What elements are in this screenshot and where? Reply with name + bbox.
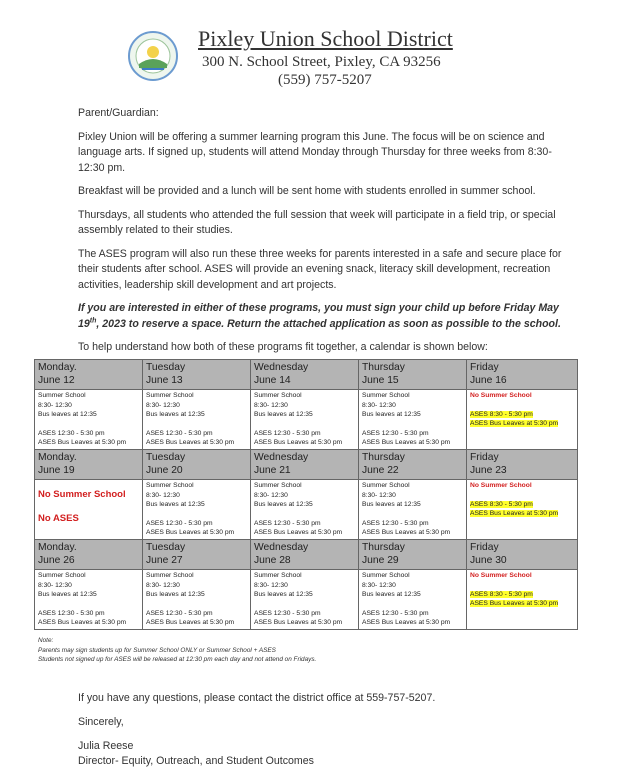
calendar-day-header-row: [35, 449, 578, 479]
cell-spacer: [254, 420, 355, 429]
ases-hours: ASES 12:30 - 5:30 pm: [362, 609, 429, 617]
calendar-detail-row: [35, 479, 578, 539]
summer-school-label: Summer School: [254, 571, 302, 579]
district-logo: [127, 30, 179, 82]
calendar-day-header: [35, 539, 143, 569]
summer-school-label: Summer School: [146, 481, 194, 489]
calendar-day-header: [143, 539, 251, 569]
ases-hours: ASES 12:30 - 5:30 pm: [146, 519, 213, 527]
ases-bus-time: ASES Bus Leaves at 5:30 pm: [362, 439, 451, 447]
ases-hours-highlight: ASES 8:30 - 5:30 pm: [470, 590, 533, 598]
day-name: Tuesday: [146, 451, 186, 463]
ases-bus-time: ASES Bus Leaves at 5:30 pm: [38, 619, 127, 627]
summer-school-label: Summer School: [38, 392, 86, 399]
greeting: Parent/Guardian:: [78, 107, 159, 119]
signup-text-b: , 2023 to reserve a space. Return the attached application as soon as possible to the school.: [96, 317, 561, 330]
calendar-detail-row: [35, 390, 578, 450]
no-summer-school-label: No Summer School: [470, 392, 532, 399]
calendar-day-cell: [467, 390, 578, 450]
bus-leaves-time: Bus leaves at 12:35: [38, 591, 97, 599]
ases-bus-line: [470, 599, 574, 609]
calendar-day-header: [143, 360, 251, 390]
calendar-day-header: [359, 360, 467, 390]
summer-school-hours: 8:30- 12:30: [362, 401, 396, 409]
bus-leaves-time: Bus leaves at 12:35: [362, 501, 421, 509]
day-date: June 20: [146, 464, 183, 476]
calendar-day-header-row: [35, 360, 578, 390]
calendar-day-cell: [143, 390, 251, 450]
bus-leaves-time: Bus leaves at 12:35: [146, 501, 205, 509]
ases-bus-time: ASES Bus Leaves at 5:30 pm: [254, 529, 343, 537]
day-date: June 13: [146, 375, 183, 386]
ases-bus-time: ASES Bus Leaves at 5:30 pm: [254, 439, 343, 447]
day-date: June 19: [38, 464, 75, 476]
paragraph-thursdays: Thursdays, all students who attended the full session that week will participate in a field trip, or special assembly related to their studies.: [78, 208, 556, 236]
calendar-day-header: [35, 449, 143, 479]
day-name: Friday: [470, 362, 499, 373]
calendar-day-cell: [359, 390, 467, 450]
ases-hours: ASES 12:30 - 5:30 pm: [146, 429, 213, 437]
day-date: June 22: [362, 464, 399, 476]
bus-leaves-time: Bus leaves at 12:35: [254, 591, 313, 599]
day-date: June 16: [470, 375, 507, 386]
paragraph-calendar-intro: To help understand how both of these programs fit together, a calendar is shown below:: [78, 341, 488, 353]
district-phone: (559) 757-5207: [278, 72, 372, 88]
cell-spacer: [38, 420, 139, 429]
signup-text-a: If you are interested in either of these programs, you must sign your child up before Friday May 19: [78, 302, 559, 330]
calendar-day-cell: [35, 390, 143, 450]
summer-school-hours: 8:30- 12:30: [362, 581, 396, 589]
calendar-day-header: [251, 539, 359, 569]
summer-school-label: Summer School: [38, 571, 86, 579]
day-date: June 26: [38, 554, 75, 566]
cell-spacer: [362, 510, 463, 519]
calendar-day-header: [143, 449, 251, 479]
summer-school-label: Summer School: [254, 392, 302, 399]
day-date: June 21: [254, 464, 291, 476]
calendar-day-cell: [359, 569, 467, 629]
calendar-day-header: [359, 449, 467, 479]
day-name: Monday.: [38, 451, 77, 463]
day-name: Monday.: [38, 541, 77, 553]
ases-bus-highlight: ASES Bus Leaves at 5:30 pm: [470, 600, 559, 608]
note-line-2: Students not signed up for ASES will be released at 12:30 pm each day and not attend on Fridays.: [38, 656, 317, 664]
paragraph-signup: [78, 301, 568, 332]
bus-leaves-time: Bus leaves at 12:35: [362, 411, 421, 419]
day-date: June 28: [254, 554, 291, 566]
ases-hours: ASES 12:30 - 5:30 pm: [254, 429, 321, 437]
day-date: June 29: [362, 554, 399, 566]
day-name: Thursday: [362, 362, 405, 373]
summer-school-label: Summer School: [146, 571, 194, 579]
bus-leaves-time: Bus leaves at 12:35: [254, 411, 313, 419]
ases-hours-line: [470, 410, 574, 420]
calendar-day-header: [35, 360, 143, 390]
district-title: Pixley Union School District: [198, 26, 453, 51]
bus-leaves-time: Bus leaves at 12:35: [362, 591, 421, 599]
summer-school-label: Summer School: [254, 481, 302, 489]
ases-bus-time: ASES Bus Leaves at 5:30 pm: [146, 529, 235, 537]
ases-hours: ASES 12:30 - 5:30 pm: [362, 519, 429, 527]
summer-school-label: Summer School: [362, 392, 410, 399]
day-name: Monday.: [38, 362, 77, 373]
bus-leaves-time: Bus leaves at 12:35: [254, 501, 313, 509]
day-name: Thursday: [362, 451, 405, 463]
cell-spacer: [362, 600, 463, 609]
no-summer-school-label: No Summer School: [470, 571, 532, 579]
summer-school-hours: 8:30- 12:30: [254, 581, 288, 589]
cell-spacer: [254, 600, 355, 609]
closing: Sincerely,: [78, 716, 124, 728]
summer-school-label: Summer School: [362, 571, 410, 579]
ases-bus-line: [470, 419, 574, 429]
summer-school-label: Summer School: [362, 481, 410, 489]
notes-title: Note:: [38, 637, 54, 644]
contact-line: If you have any questions, please contact the district office at 559-757-5207.: [78, 692, 436, 704]
no-summer-school-label: No Summer School: [470, 481, 532, 489]
calendar-day-header: [467, 360, 578, 390]
ases-bus-time: ASES Bus Leaves at 5:30 pm: [38, 439, 127, 447]
calendar-day-cell: [359, 479, 467, 539]
summer-school-hours: 8:30- 12:30: [362, 491, 396, 499]
calendar-detail-row: [35, 569, 578, 629]
day-name: Wednesday: [254, 451, 309, 463]
summer-school-hours: 8:30- 12:30: [254, 491, 288, 499]
ases-bus-highlight: ASES Bus Leaves at 5:30 pm: [470, 420, 559, 428]
ases-bus-time: ASES Bus Leaves at 5:30 pm: [254, 619, 343, 627]
day-name: Friday: [470, 451, 499, 463]
ases-hours-highlight: ASES 8:30 - 5:30 pm: [470, 410, 533, 418]
note-line-1: Parents may sign students up for Summer School ONLY or Summer School + ASES: [38, 646, 276, 654]
ases-bus-line: [470, 509, 574, 519]
day-date: June 15: [362, 375, 399, 386]
letterhead: [190, 26, 453, 89]
summer-school-hours: 8:30- 12:30: [254, 401, 288, 409]
summer-school-hours: 8:30- 12:30: [38, 401, 72, 409]
day-name: Tuesday: [146, 541, 186, 553]
day-date: June 14: [254, 375, 291, 386]
calendar-notes: [38, 636, 316, 665]
calendar-day-cell: [35, 569, 143, 629]
no-ases-label: No ASES: [38, 512, 79, 524]
no-summer-school-label: No Summer School: [38, 488, 126, 500]
cell-spacer: [362, 420, 463, 429]
cell-spacer: [470, 401, 574, 410]
summer-school-hours: 8:30- 12:30: [146, 581, 180, 589]
calendar-day-cell: [467, 569, 578, 629]
summer-school-hours: 8:30- 12:30: [146, 491, 180, 499]
cell-spacer: [254, 510, 355, 519]
calendar-day-header: [467, 539, 578, 569]
signup-sup: th: [89, 316, 97, 324]
summer-school-hours: 8:30- 12:30: [38, 581, 72, 589]
calendar-day-cell: [251, 390, 359, 450]
day-name: Friday: [470, 541, 499, 553]
ases-hours: ASES 12:30 - 5:30 pm: [38, 609, 105, 617]
ases-bus-highlight: ASES Bus Leaves at 5:30 pm: [470, 510, 559, 518]
signer-role: Director- Equity, Outreach, and Student Outcomes: [78, 755, 314, 767]
calendar-day-cell: [35, 479, 143, 539]
day-date: June 30: [470, 554, 507, 566]
day-name: Wednesday: [254, 541, 309, 553]
letter-footer: [78, 691, 435, 769]
cell-spacer: [470, 491, 574, 500]
day-date: June 12: [38, 375, 75, 386]
ases-bus-time: ASES Bus Leaves at 5:30 pm: [362, 619, 451, 627]
cell-spacer: [146, 420, 247, 429]
bus-leaves-time: Bus leaves at 12:35: [146, 591, 205, 599]
calendar-day-header: [467, 449, 578, 479]
summer-school-label: Summer School: [146, 392, 194, 399]
cell-spacer: [38, 600, 139, 609]
calendar-day-cell: [467, 479, 578, 539]
calendar-day-header: [251, 449, 359, 479]
ases-hours: ASES 12:30 - 5:30 pm: [38, 429, 105, 437]
day-date: June 23: [470, 464, 507, 476]
letter-body: [78, 106, 568, 364]
paragraph-ases: The ASES program will also run these three weeks for parents interested in a safe and secure place for their students after school. ASES will provide an evening snack, literacy skill development, recreation activities, leadership skill development and art projects.: [78, 247, 562, 291]
summer-school-hours: 8:30- 12:30: [146, 401, 180, 409]
calendar-day-header: [251, 360, 359, 390]
calendar-day-header-row: [35, 539, 578, 569]
bus-leaves-time: Bus leaves at 12:35: [146, 411, 205, 419]
cell-spacer: [146, 600, 247, 609]
day-date: June 27: [146, 554, 183, 566]
calendar-table: [34, 359, 578, 630]
district-address: 300 N. School Street, Pixley, CA 93256: [202, 54, 441, 70]
calendar-day-cell: [251, 479, 359, 539]
day-name: Thursday: [362, 541, 405, 553]
ases-hours-line: [470, 500, 574, 510]
ases-bus-time: ASES Bus Leaves at 5:30 pm: [146, 439, 235, 447]
paragraph-program: Pixley Union will be offering a summer learning program this June. The focus will be on science and language arts. If signed up, students will attend Monday through Thursday for three weeks from 8:30-12:30 pm.: [78, 130, 552, 174]
ases-hours-line: [470, 590, 574, 600]
calendar-day-header: [359, 539, 467, 569]
calendar-day-cell: [143, 569, 251, 629]
calendar-day-cell: [143, 479, 251, 539]
bus-leaves-time: Bus leaves at 12:35: [38, 411, 97, 419]
signer-name: Julia Reese: [78, 740, 134, 752]
ases-bus-time: ASES Bus Leaves at 5:30 pm: [362, 529, 451, 537]
ases-hours: ASES 12:30 - 5:30 pm: [254, 609, 321, 617]
day-name: Wednesday: [254, 362, 309, 373]
ases-hours-highlight: ASES 8:30 - 5:30 pm: [470, 500, 533, 508]
cell-spacer: [470, 581, 574, 590]
ases-bus-time: ASES Bus Leaves at 5:30 pm: [146, 619, 235, 627]
ases-hours: ASES 12:30 - 5:30 pm: [146, 609, 213, 617]
day-name: Tuesday: [146, 362, 186, 373]
paragraph-breakfast: Breakfast will be provided and a lunch will be sent home with students enrolled in summer school.: [78, 185, 536, 197]
calendar-day-cell: [251, 569, 359, 629]
ases-hours: ASES 12:30 - 5:30 pm: [362, 429, 429, 437]
ases-hours: ASES 12:30 - 5:30 pm: [254, 519, 321, 527]
cell-spacer: [146, 510, 247, 519]
